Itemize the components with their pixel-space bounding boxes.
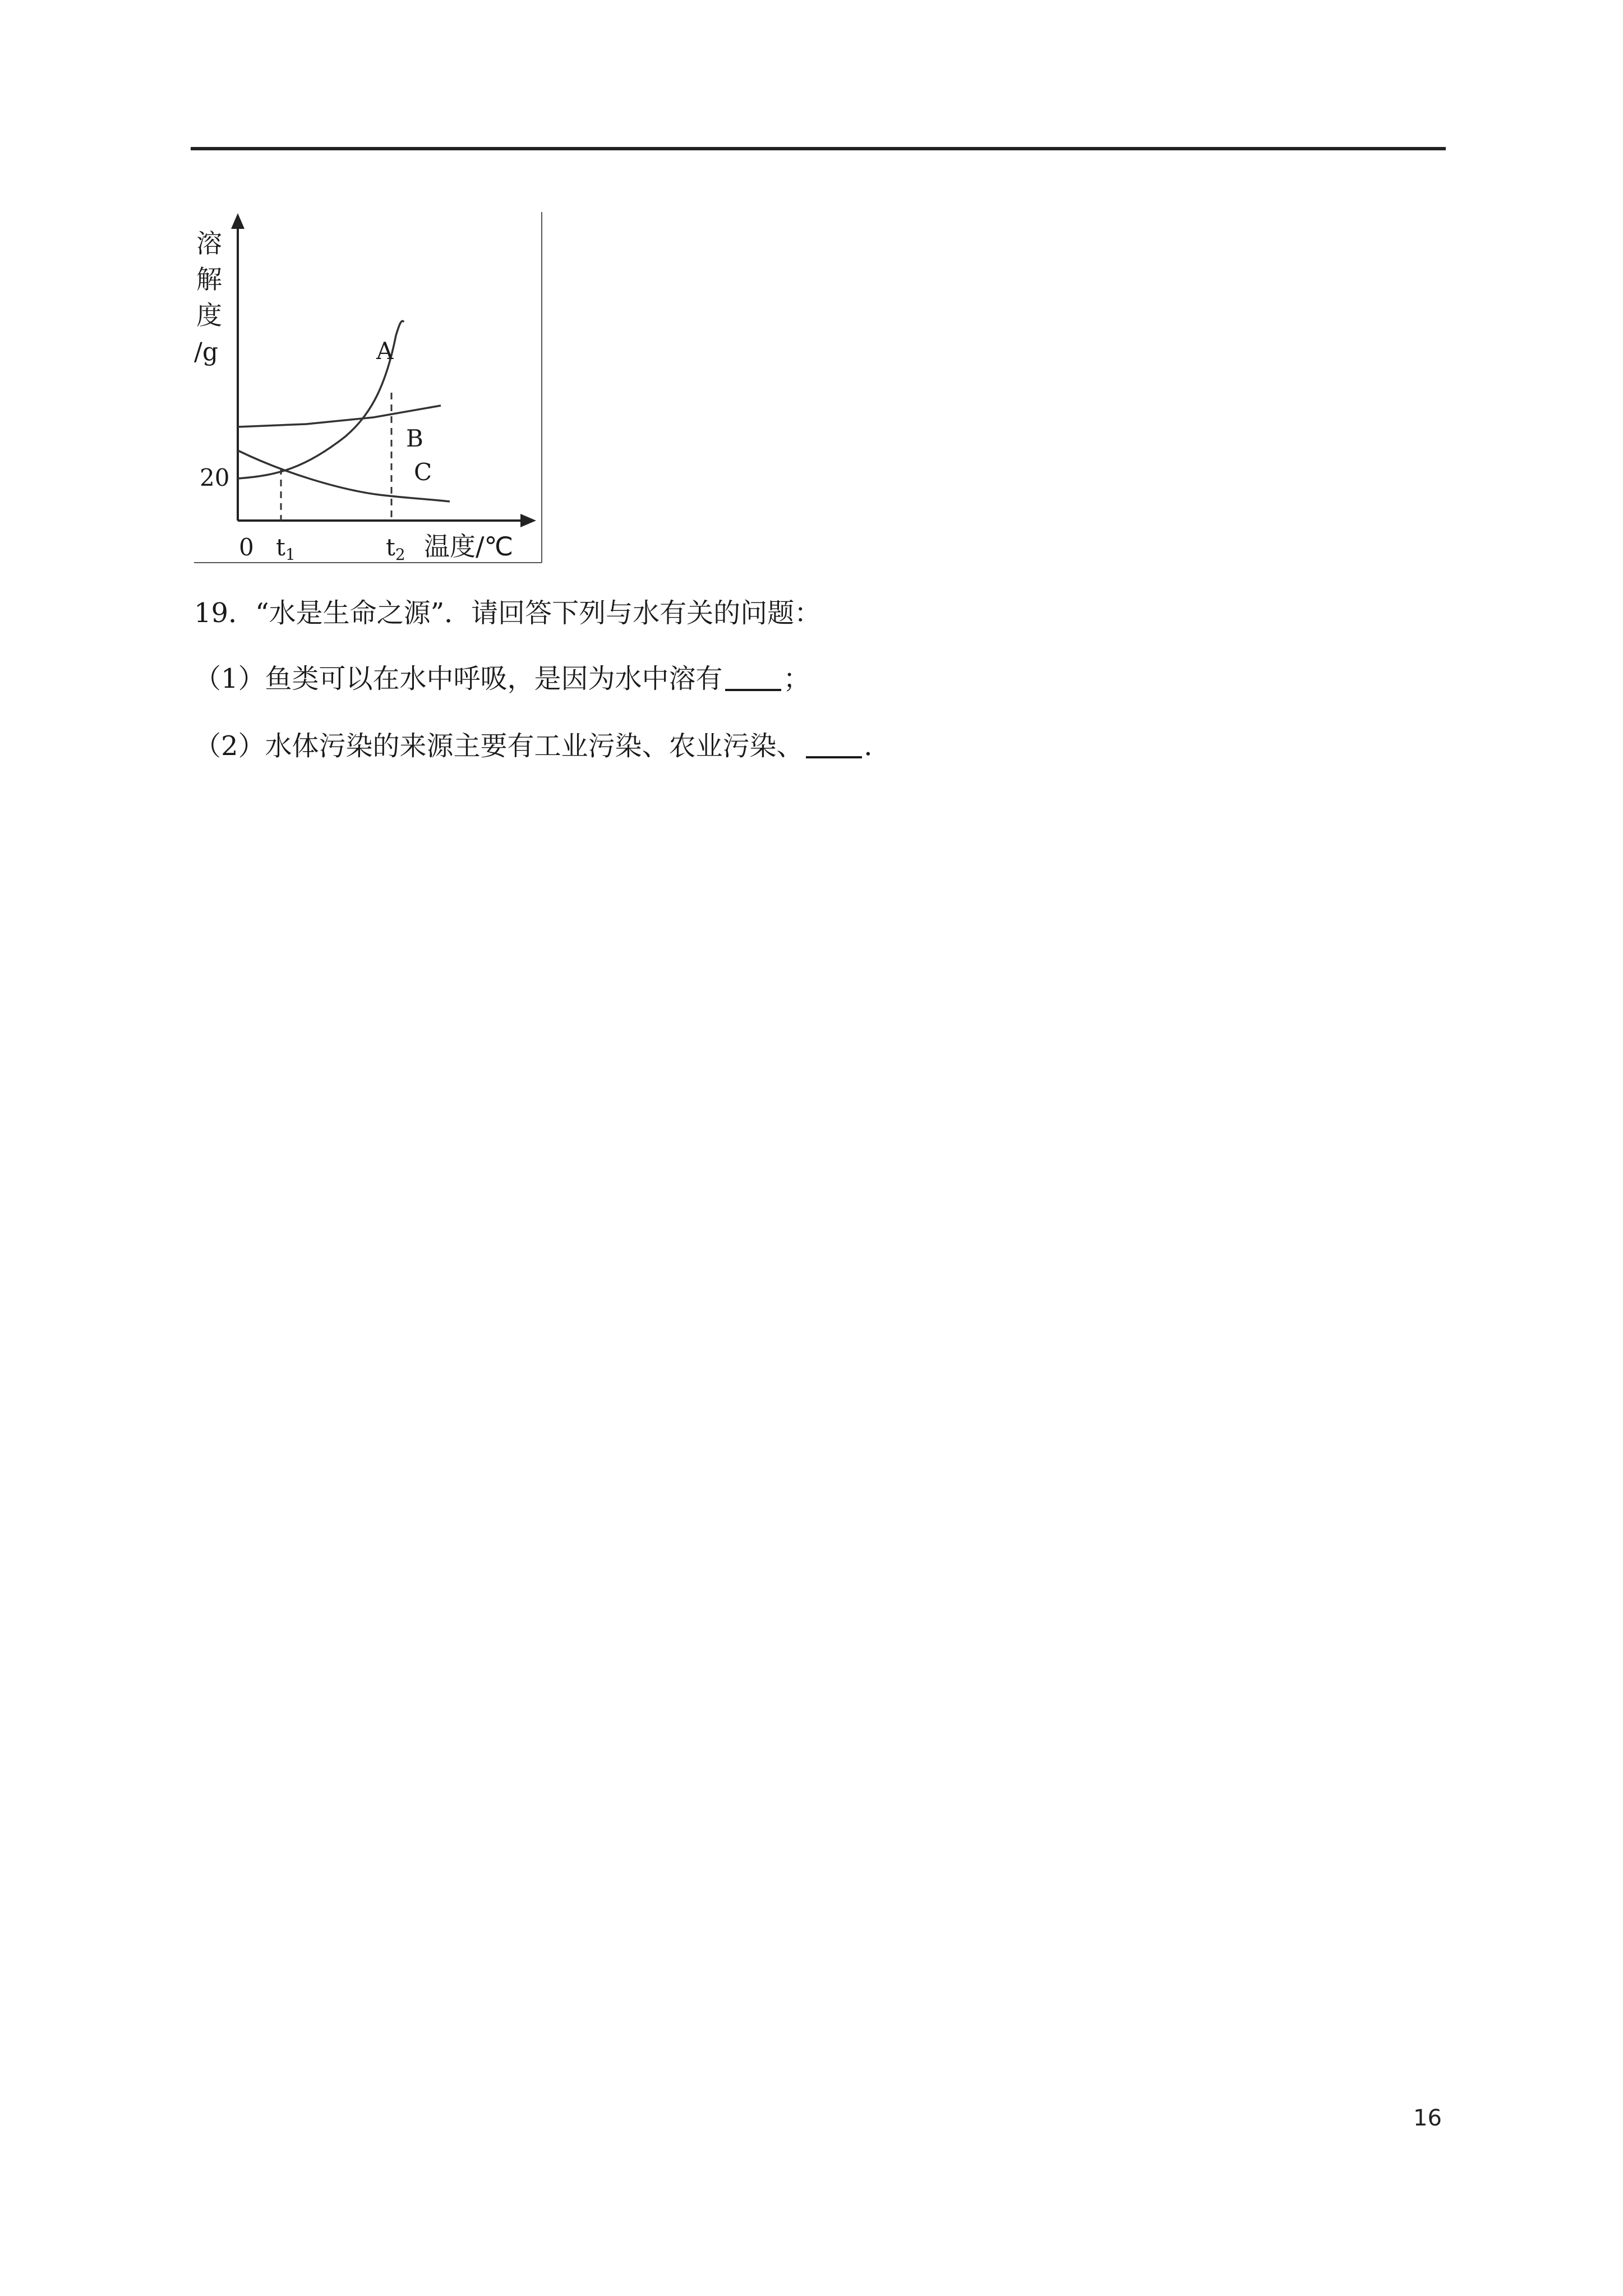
y-axis-arrow bbox=[231, 213, 245, 229]
x-tick-t1-letter: t bbox=[276, 533, 285, 561]
part-1-text: （1）鱼类可以在水中呼吸，是因为水中溶有 bbox=[194, 663, 723, 694]
part-1-answer-blank[interactable] bbox=[725, 662, 781, 691]
y-label-char-1: 溶 bbox=[196, 228, 222, 259]
curve-label-b: B bbox=[406, 425, 423, 452]
curve-label-c: C bbox=[414, 458, 432, 486]
x-tick-0: 0 bbox=[239, 533, 254, 561]
part-2-answer-blank[interactable] bbox=[806, 729, 862, 758]
part-2-text: （2）水体污染的来源主要有工业污染、农业污染、 bbox=[194, 730, 804, 762]
part-2-suffix: ． bbox=[864, 730, 891, 762]
y-label-unit: /g bbox=[194, 338, 218, 366]
question-stem: 19．“水是生命之源”．请回答下列与水有关的问题： bbox=[194, 597, 822, 629]
curve-b bbox=[238, 406, 441, 427]
x-axis-label: 温度/℃ bbox=[424, 531, 514, 562]
x-tick-t2-subscript: 2 bbox=[395, 545, 405, 564]
x-tick-t1 bbox=[276, 533, 296, 564]
header-rule bbox=[191, 147, 1446, 150]
x-tick-t2-letter: t bbox=[386, 533, 395, 561]
y-label-char-2: 解 bbox=[196, 264, 222, 295]
x-tick-t1-subscript: 1 bbox=[285, 545, 296, 564]
curve-label-a: A bbox=[376, 337, 394, 365]
question-part-2 bbox=[194, 729, 891, 763]
solubility-curve-figure bbox=[194, 212, 543, 564]
x-axis-arrow bbox=[520, 514, 536, 527]
page-number: 16 bbox=[1413, 2105, 1442, 2131]
y-tick-20: 20 bbox=[200, 464, 230, 491]
part-1-suffix: ； bbox=[783, 663, 810, 694]
question-part-1 bbox=[194, 662, 810, 696]
y-label-char-3: 度 bbox=[196, 300, 222, 330]
x-tick-t2 bbox=[386, 533, 405, 564]
